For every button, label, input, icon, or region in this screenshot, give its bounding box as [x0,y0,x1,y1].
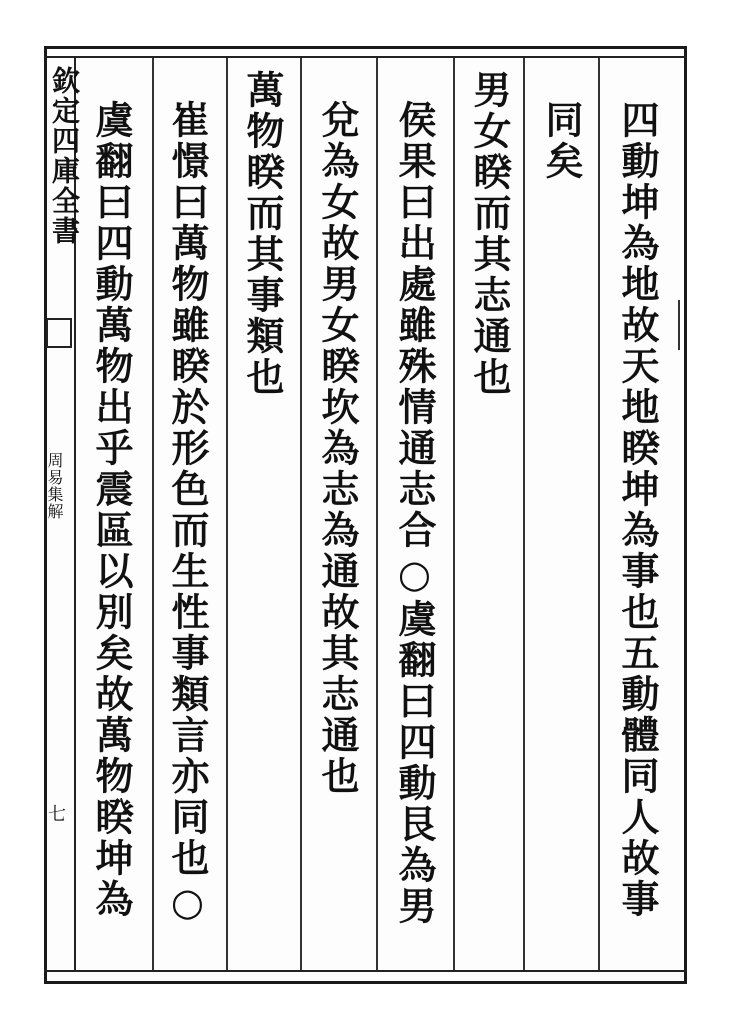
text-column-6: 萬物睽而其事類也 [240,70,285,398]
text-column-2: 同矣 [539,100,584,182]
column-rule [523,58,525,970]
margin-page-number: 七 [45,804,66,822]
column-rule [453,58,455,970]
page-frame [44,46,687,984]
column-rule [226,58,228,970]
column-rule [152,58,154,970]
column-tick [678,300,680,350]
text-column-4: 侯果曰出處雖殊情通志合○虞翻曰四動艮為男 [392,100,437,927]
text-column-3: 男女睽而其志通也 [467,70,512,398]
column-rule [598,58,600,970]
text-column-1: 四動坤為地故天地睽坤為事也五動體同人故事 [615,100,660,920]
text-column-5: 兌為女故男女睽坎為志為通故其志通也 [315,100,360,797]
text-column-8: 虞翻曰四動萬物出乎震區以別矣故萬物睽坤為 [89,100,134,920]
margin-title: 欽定四庫全書 [48,66,81,246]
column-rule [376,58,378,970]
top-rule [44,56,687,58]
margin-book-title: 周易集解 [45,452,64,520]
column-rule [300,58,302,970]
bottom-rule [44,970,687,972]
text-column-7: 崔憬曰萬物雖睽於形色而生性事類言亦同也○ [165,100,210,927]
margin-fishtail-mark [46,318,72,348]
